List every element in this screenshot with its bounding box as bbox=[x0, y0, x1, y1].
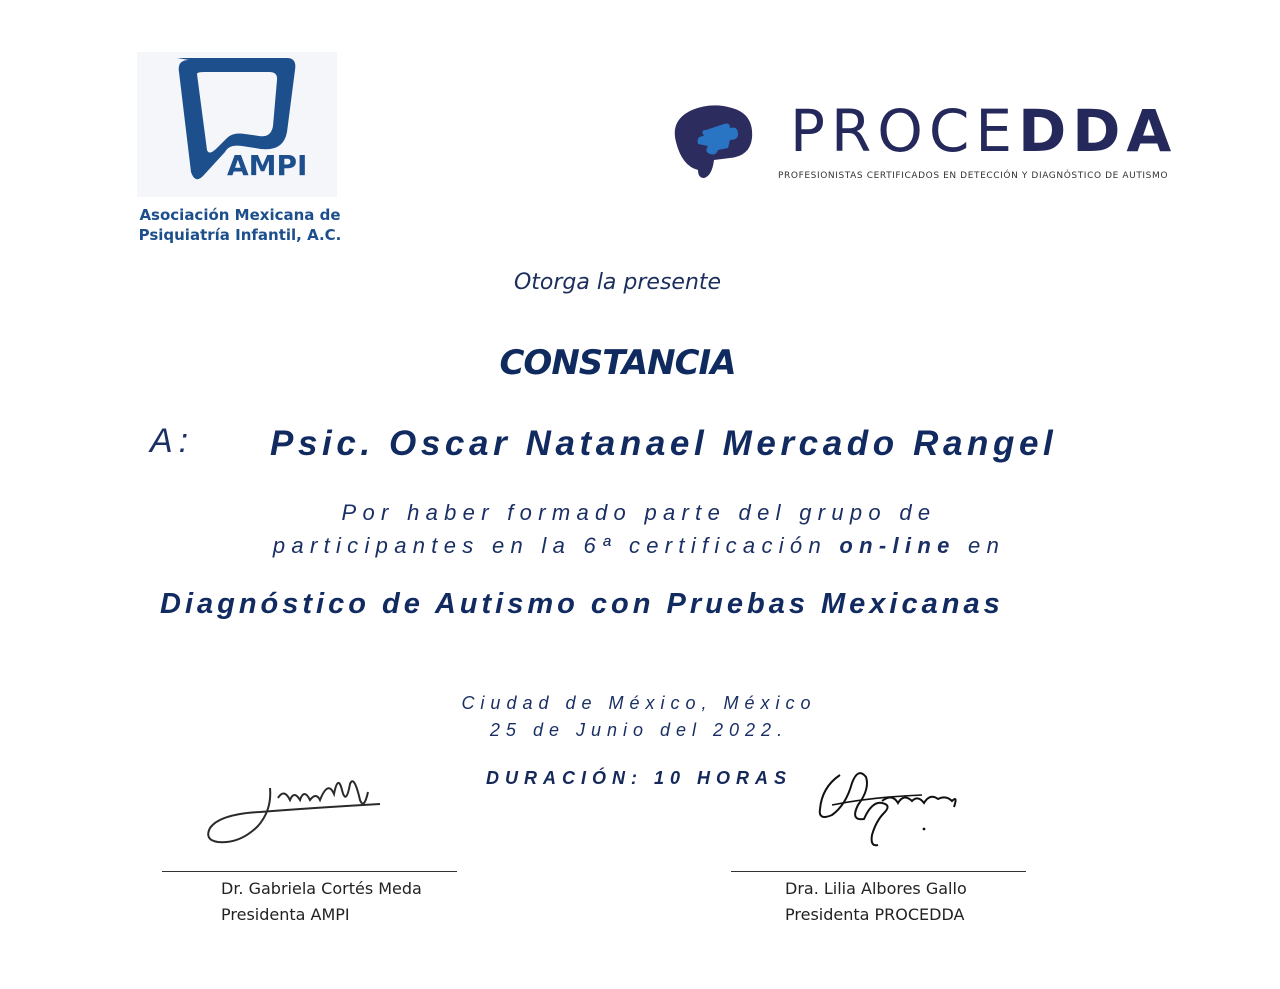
signature-line-left bbox=[162, 871, 457, 872]
course-name: Diagnóstico de Autismo con Pruebas Mexicanas bbox=[160, 588, 1004, 620]
certificate-title: CONSTANCIA bbox=[499, 343, 736, 383]
procedda-wordmark-bold: DDA bbox=[1018, 97, 1178, 165]
grant-line: Otorga la presente bbox=[513, 270, 722, 295]
procedda-tagline: PROFESIONISTAS CERTIFICADOS EN DETECCIÓN Y DIAGNÓSTICO DE AUTISMO bbox=[778, 171, 1169, 181]
ampi-org-name bbox=[120, 205, 360, 245]
reason-line-1: Por haber formado parte del grupo de bbox=[341, 500, 937, 525]
procedda-wordmark-regular: PROCE bbox=[790, 97, 1019, 165]
reason-line-2-end: en bbox=[955, 533, 1006, 558]
signer-left-title: Presidenta AMPI bbox=[221, 905, 350, 924]
recipient-name: Psic. Oscar Natanael Mercado Rangel bbox=[270, 424, 1058, 463]
ampi-logo-text: AMPI bbox=[227, 149, 308, 182]
reason-line-2-bold: on-line bbox=[839, 533, 956, 558]
ampi-name-line1: Asociación Mexicana de bbox=[139, 206, 341, 224]
signer-right-title: Presidenta PROCEDDA bbox=[785, 905, 965, 924]
duration-line: DURACIÓN: 10 HORAS bbox=[485, 768, 793, 788]
reason-line-2-start: participantes en la 6ª certificación bbox=[272, 533, 840, 558]
procedda-brain-icon bbox=[668, 102, 758, 182]
date-line: 25 de Junio del 2022. bbox=[489, 720, 789, 740]
signature-left bbox=[200, 770, 390, 860]
signature-right bbox=[812, 765, 972, 860]
recipient-prefix: A: bbox=[150, 422, 195, 460]
signer-right-name: Dra. Lilia Albores Gallo bbox=[785, 879, 967, 898]
ampi-logo bbox=[137, 52, 337, 197]
signer-left-name: Dr. Gabriela Cortés Meda bbox=[221, 879, 422, 898]
ampi-name-line2: Psiquiatría Infantil, A.C. bbox=[138, 226, 342, 244]
signature-line-right bbox=[731, 871, 1026, 872]
place-line: Ciudad de México, México bbox=[461, 693, 817, 713]
procedda-wordmark bbox=[790, 96, 1177, 166]
reason-line-2 bbox=[0, 533, 1278, 559]
